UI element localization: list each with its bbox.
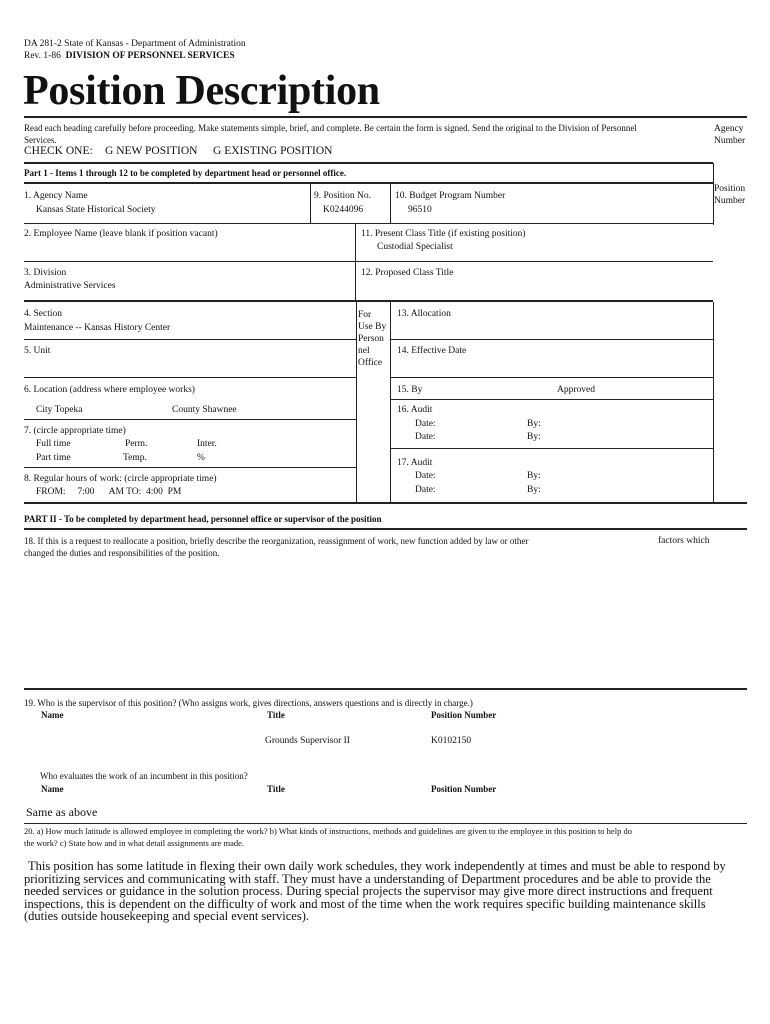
- q18-text: 18. If this is a request to reallocate a position, briefly describe the reorganization, reassignment of work, new function added by law or other: [24, 536, 529, 546]
- instructions: Read each heading carefully before proceeding. Make statements simple, brief, and complete. Be certain the form is signed. Send the original to the Division of Personnel: [24, 123, 637, 133]
- supervisor-title: Grounds Supervisor II: [265, 736, 350, 746]
- q20-answer: This position has some latitude in flexing their own daily work schedules, they work independently at times and must be able to respond by prioritizing services and communicating with staff. They must have a understanding of Department procedures and be able to provide the needed services or guidance in the solution process. During special projects the supervisor may give more direct instructions and frequent inspections, this is dependent on the difficulty of work and most of the time when the work requires specific building maintenance skills (duties outside housekeeping and special event services).: [24, 859, 726, 923]
- option-existing-position[interactable]: [213, 145, 332, 158]
- city-value: Topeka: [54, 405, 83, 415]
- effective-date-label: 14. Effective Date: [397, 346, 467, 356]
- pm-label: PM: [167, 487, 182, 497]
- audit16-by-label: By:: [527, 419, 541, 429]
- position-no-label: 9. Position No.: [314, 191, 372, 201]
- agency-number-label-2: Number: [714, 136, 746, 146]
- section-label: 4. Section: [24, 309, 62, 319]
- divider: [24, 300, 713, 302]
- q20-text-line2: the work? c) State how and in what detail assignments are made.: [24, 838, 244, 848]
- divider: [391, 377, 713, 378]
- by-label: 15. By: [397, 385, 423, 395]
- divider: [391, 448, 713, 449]
- budget-value: 96510: [408, 205, 432, 215]
- column-name: Name: [41, 710, 64, 720]
- position-number-label-2: Number: [714, 196, 746, 206]
- divider: [390, 184, 391, 223]
- county-label: County: [172, 405, 200, 415]
- option-existing-label: EXISTING POSITION: [224, 145, 333, 157]
- divider: [24, 116, 747, 118]
- proposed-class-label: 12. Proposed Class Title: [361, 268, 454, 278]
- divider: [24, 223, 713, 224]
- employee-name-label: 2. Employee Name (leave blank if position vacant): [24, 229, 218, 239]
- q18-text-line2: changed the duties and responsibilities of the position.: [24, 548, 220, 558]
- from-label: FROM:: [36, 487, 66, 497]
- page-title: Position Description: [23, 68, 380, 114]
- full-time-option[interactable]: Full time: [36, 439, 71, 449]
- audit17-by-label: By:: [527, 471, 541, 481]
- form-number: DA 281-2 State of Kansas - Department of Administration: [24, 39, 246, 49]
- for-use-label: Office: [358, 358, 383, 368]
- divider: [24, 162, 713, 164]
- column-position-number: Position Number: [431, 710, 497, 720]
- location-label: 6. Location (address where employee works): [24, 385, 195, 395]
- divider: [24, 182, 713, 184]
- for-use-label: For: [358, 310, 372, 320]
- divider: [24, 528, 747, 530]
- position-no-value: K0244096: [323, 205, 364, 215]
- divider: [356, 302, 357, 502]
- divider: [713, 163, 714, 225]
- revision: [24, 51, 235, 62]
- inter-option[interactable]: Inter.: [197, 439, 217, 449]
- allocation-label: 13. Allocation: [397, 309, 451, 319]
- option-new-label: NEW POSITION: [116, 145, 198, 157]
- q18-text-cont: factors which: [658, 536, 710, 546]
- division-value: Administrative Services: [24, 281, 116, 291]
- division-label: 3. Division: [24, 268, 67, 278]
- evaluator-answer: Same as above: [26, 805, 98, 819]
- for-use-label: Use By: [358, 322, 387, 332]
- county-field: [172, 405, 237, 416]
- part-time-option[interactable]: Part time: [36, 453, 71, 463]
- county-value: Shawnee: [202, 405, 237, 415]
- evaluator-question: Who evaluates the work of an incumbent in this position?: [40, 771, 248, 781]
- instructions-cont: Services.: [24, 135, 57, 145]
- agency-name-value: Kansas State Historical Society: [36, 205, 156, 215]
- for-use-label: Person: [358, 334, 384, 344]
- divider: [355, 224, 356, 302]
- audit16-date-label: Date:: [415, 419, 436, 429]
- check-one-label: CHECK ONE:: [24, 145, 93, 157]
- audit17-date-label: Date:: [415, 471, 436, 481]
- for-use-label: nel: [358, 346, 370, 356]
- budget-label: 10. Budget Program Number: [395, 191, 506, 201]
- part1-heading: Part 1 - Items 1 through 12 to be completed by department head or personnel office.: [24, 168, 347, 178]
- am-to-label: AM TO:: [108, 487, 142, 497]
- audit16-by-label-2: By:: [527, 432, 541, 442]
- percent-field[interactable]: %: [197, 453, 205, 463]
- perm-option[interactable]: Perm.: [125, 439, 148, 449]
- divider: [713, 302, 714, 502]
- checkbox-icon: G: [105, 145, 114, 157]
- divider: [24, 688, 747, 690]
- column-title: Title: [267, 784, 285, 794]
- revision-date: Rev. 1-86: [24, 51, 61, 61]
- city-label: City: [36, 405, 53, 415]
- temp-option[interactable]: Temp.: [123, 453, 147, 463]
- audit17-by-label-2: By:: [527, 485, 541, 495]
- divider: [391, 339, 713, 340]
- section-value: Maintenance -- Kansas History Center: [24, 323, 171, 333]
- position-number-label: Position: [714, 184, 746, 194]
- divider: [24, 377, 356, 378]
- divider: [24, 419, 356, 420]
- divider: [391, 399, 713, 400]
- column-name: Name: [41, 784, 64, 794]
- q19-text: 19. Who is the supervisor of this position? (Who assigns work, gives directions, answers questions and is directly in charge.): [24, 698, 473, 708]
- audit16-label: 16. Audit: [397, 405, 433, 415]
- hours-value: [36, 487, 181, 498]
- audit17-date-label-2: Date:: [415, 485, 436, 495]
- divider: [24, 261, 713, 262]
- hours-label: 8. Regular hours of work: (circle appropriate time): [24, 474, 217, 484]
- division-name: DIVISION OF PERSONNEL SERVICES: [65, 51, 235, 61]
- divider: [24, 502, 747, 504]
- audit16-date-label-2: Date:: [415, 432, 436, 442]
- divider: [390, 302, 391, 502]
- checkbox-icon: G: [213, 145, 222, 157]
- supervisor-position-number: K0102150: [431, 736, 472, 746]
- agency-name-label: 1. Agency Name: [24, 191, 88, 201]
- present-class-value: Custodial Specialist: [377, 242, 453, 252]
- employment-type-label: 7. (circle appropriate time): [24, 426, 126, 436]
- divider: [310, 184, 311, 223]
- from-time: 7:00: [77, 487, 95, 497]
- divider: [24, 467, 356, 468]
- part2-heading: PART II - To be completed by department head, personnel office or supervisor of the position: [24, 514, 382, 524]
- to-time: 4:00: [146, 487, 163, 497]
- q20-text: 20. a) How much latitude is allowed employee in completing the work? b) What kinds of instructions, methods and guidelines are given to the employee in this position to help do: [24, 826, 632, 836]
- unit-label: 5. Unit: [24, 346, 51, 356]
- column-title: Title: [267, 710, 285, 720]
- present-class-label: 11. Present Class Title (if existing position): [361, 229, 526, 239]
- agency-number-label: Agency: [714, 124, 744, 134]
- column-position-number: Position Number: [431, 784, 497, 794]
- divider: [24, 823, 747, 824]
- approved-label: Approved: [557, 385, 595, 395]
- option-new-position[interactable]: [105, 145, 197, 158]
- audit17-label: 17. Audit: [397, 458, 433, 468]
- city-field: [36, 405, 82, 416]
- divider: [24, 339, 356, 340]
